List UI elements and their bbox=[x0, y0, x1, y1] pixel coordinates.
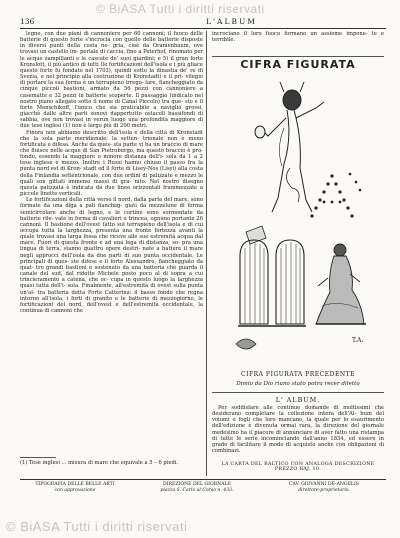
ornament-icon bbox=[236, 339, 256, 349]
header-rule bbox=[20, 28, 386, 29]
imprint-editor-name: CAV. GIOVANNI DE-ANGELIS bbox=[289, 482, 359, 487]
left-column-article bbox=[20, 31, 203, 455]
figure-title: CIFRA FIGURATA bbox=[240, 58, 356, 71]
article-paragraph: legno, con due piani di cannoniere per 60 cannoni; il fuoco delle batterie di questo forte s'incrocia con quello delle batterie disposte in diversi punti della costa ne- gria, cioè da Oranienbaum, ove trovasi un castello im- periale di caccia, fino a Peterhof, rinomato per le acque zampillanti e le cascate de' suoi giardini; e 5) il gran forte Kronslott, il più antico di tutti (le fortificazioni dell'isola e i più gliace questo forte fu fondato nel 1703), quindi sotto la dinastia de' re di Svezia, e nel principio alla costruzione di Kronstadt) e il pri- vilegio di portare la sua forma è un terrapieno irrego- lare, fiancheggiato da cinque piccoli bastioni, armato da 56 pezzi con cannoniere a casematte e 32 pezzi in batterie scoperte. Il passaggio (indicato nel nostro piano allegato sotto il nome di Canal Piccolo) tra que- sto e il forte Menschikoff, l'unico che sia praticabile a naviglio grossi, giacchè dalle altre parti sonovi dappertutto ostacoli bassifondi di sabbia, ove non trovasi in verun luogo una profondità maggiore di due tese inglesi (1) non è largo più di 200 metri. bbox=[20, 31, 203, 130]
album-section-footer: LA CARTA DEL BALTICO CON ANALOGA DESCRIZIONE PREZZO BAJ. 10. bbox=[221, 462, 375, 472]
harp-icon bbox=[238, 240, 306, 326]
page-number: 136 bbox=[20, 17, 35, 26]
banner-icon bbox=[246, 226, 266, 244]
imprint-editor bbox=[264, 482, 384, 493]
imprint-printer bbox=[20, 482, 130, 493]
footnote: (1) Tese inglesi ... misura di mare che equivale a 5 – 6 piedi. bbox=[20, 460, 179, 466]
album-section-paragraph: Per soddisfare alle continue domande di moltissimi che desiderano completare la collezione intera dell'Al- bum del volumi o fogli che loro mancano, la quale per lo esaurimento dell'edizione è divenuta ormai rara, la direzione del giornale medesimo ha il piacere di annunciare di aver fatto una ristampa di tutte le serie incominciando dall'anno 1834, ed essere in grado di facilitare il modo di acquisto anche con obligazioni di combinazi. bbox=[212, 405, 384, 455]
rebus-illustration bbox=[232, 78, 372, 370]
devil-figure-icon bbox=[255, 82, 324, 212]
imprint-rule bbox=[20, 479, 386, 480]
figure-caption-title: CIFRA FIGURATA PRECEDENTE bbox=[241, 371, 355, 378]
article-paragraph: Finora non abbiamo descritto dell'isola e della città di Kronstadt che la sola parte meridionale; la setten- trionale non è meno fortificata e difesa. Anche da ques- sta parte vi ha un braccio di mare che fluisce nelle acque di San Pietroburgo, ma questo braccio è pro- fondo, essendo la maggiore o minore distanza dell'i- sola da 1 a 2 tese inglese e mezzo. Inoltre i Russi hanno chiuso il passo fra la punta nord est di Kron- stadt ed il forte di Lisey-Nos (Lisyi) alla costa della Finlandia settentrionale, con due ordini di palizzate e mezzo le quali son gittati immensi massi di gra- nito. Nel nostro disegno questa palizzata è indicata da due linee orizzontali frammezzate a piccole linette verticali. bbox=[20, 129, 203, 198]
right-column-continuation: incrociano il loro fuoco formano un assieme impone- te e terribile. bbox=[212, 31, 384, 44]
illustration-signature: T.A. bbox=[352, 337, 364, 344]
watermark-top: © BiASA Tutti i diritti riservati bbox=[96, 2, 265, 16]
page-header bbox=[20, 17, 386, 27]
seated-figure-icon bbox=[316, 244, 366, 324]
dotted-letter-icon bbox=[310, 173, 361, 218]
watermark-bottom: © BiASA Tutti i diritti riservati bbox=[6, 519, 188, 534]
column-divider bbox=[206, 31, 207, 476]
figure-top-rule bbox=[212, 56, 384, 57]
imprint-address: piazza S. Carlo al Corso n. 433. bbox=[160, 487, 234, 493]
imprint-direction-name: DIREZIONE DEL GIORNALE bbox=[163, 482, 231, 487]
section-rule bbox=[212, 392, 384, 393]
imprint-editor-role: direttore-proprietario. bbox=[298, 487, 350, 493]
footnote-rule bbox=[20, 457, 56, 458]
journal-title: L'ALBUM bbox=[206, 17, 257, 26]
figure-caption-subtitle: Dimio da Dio riuno stato potra recer diletto bbox=[236, 381, 360, 387]
article-paragraph: Le fortificazioni della città verso il nord, dalla parte del mare, sono formate da una diga a pali fiancheg- giati da mezzelune di forma semicircolare anche di legno, e le cortine sono sormontate da batterie rile- vate in forma di cavalieri o trincea, ognuno portante 26 cannoni. Il bastione dell'ovest fatto sul terrapieno dell'isola e di cui occupa tutta la larghezza, presenta una fronte fortezza avanti la quale trovasi una larga fossa che riceve alle sue estremità acqua dal mare. Fuori di questa fronte e ad una lega di distanza, so- pra una lingua di terra, stanno quattro opere destri- nate a battere il mare negli approcci dell'isola da due parti di suo punta occidentale. Le principali di ques- ste difese e il forte Alessandro, fiancheggiato da quat- tro grandi bastioni e sostenuto da una batteria che guarda il canale del sud, dal ridotto Michele posto poco al di sopra a cui trincieramento a catena, che oc- cupa in questo luogo la larghezza quasi tutta dell'i- sola. Finalmente, all'estremità di ovest sulla punta un'al- tra batteria detta Forte Catterina: il basso fondo che regna intorno all'isola, i forti di granito e le batterie di mezzogiorno, le fortificazioni del nord, dell'ovest e dell'estremità occidentale, la continua di cannoni che bbox=[20, 197, 203, 315]
imprint-direction bbox=[136, 482, 258, 493]
imprint-approval: con approvazione bbox=[54, 487, 96, 493]
imprint-printer-name: TIPOGRAFIA DELLE BELLE ARTI bbox=[35, 482, 115, 487]
album-section-body bbox=[212, 405, 384, 454]
album-section-title: L' ALBUM. bbox=[275, 396, 321, 404]
